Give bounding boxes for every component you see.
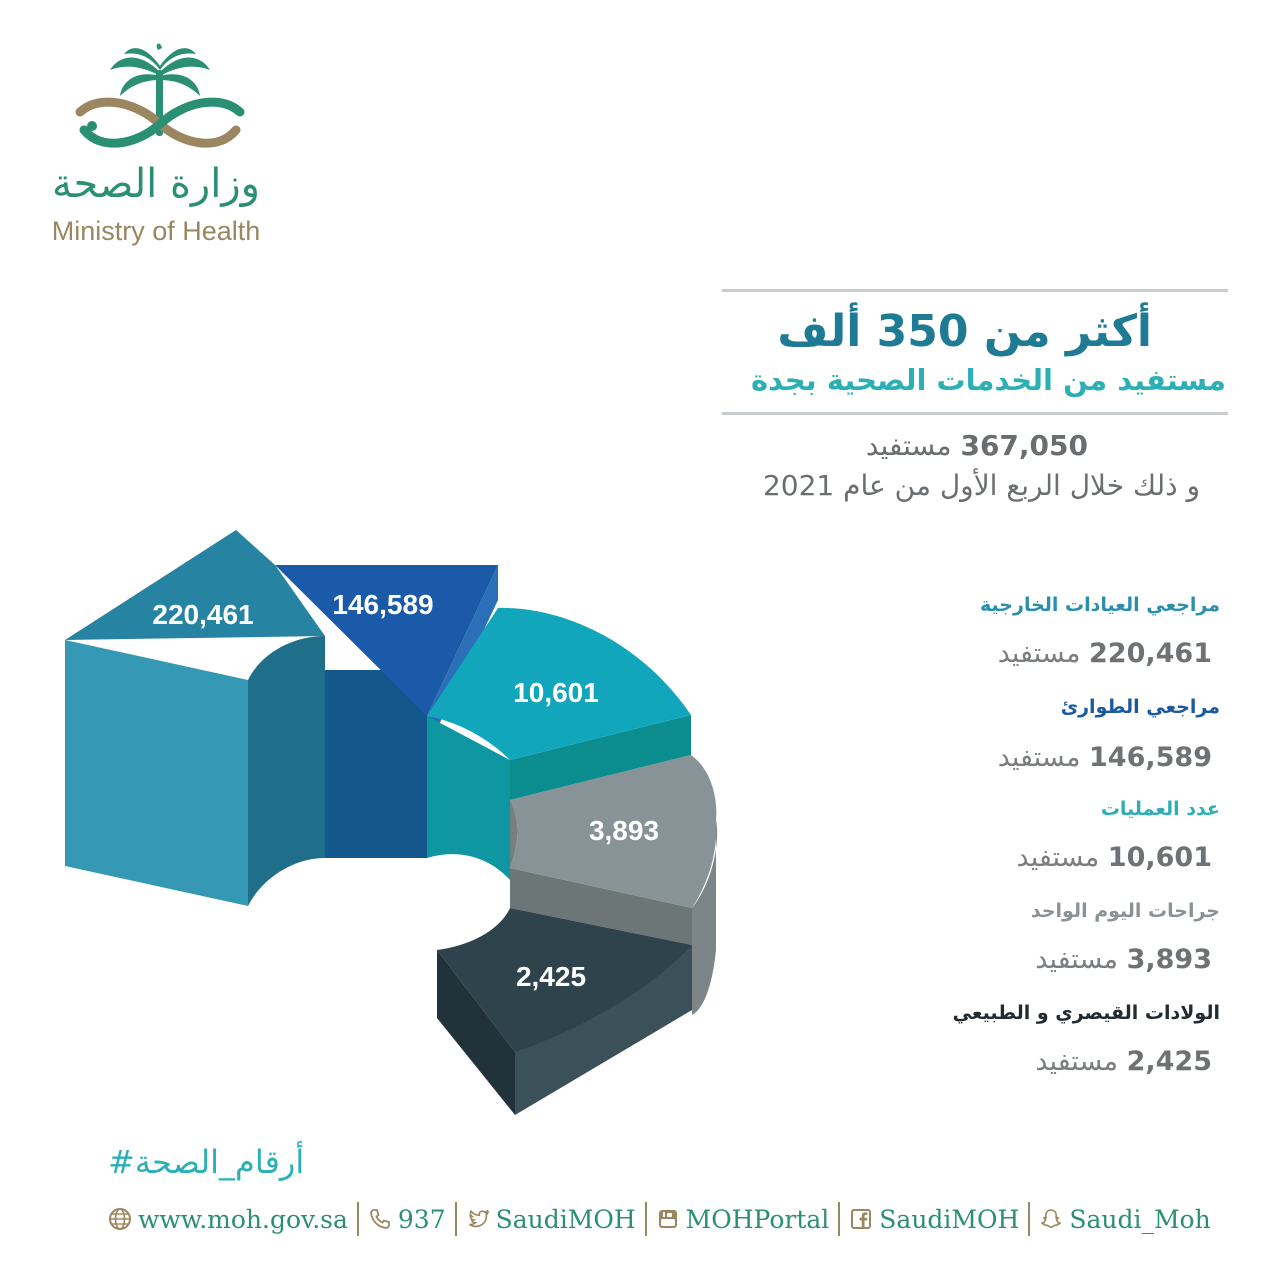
legend-number: 220,461 xyxy=(1089,638,1212,669)
legend-value-operations xyxy=(1017,840,1212,876)
slice-births xyxy=(437,908,692,1115)
youtube-link[interactable] xyxy=(656,1205,830,1234)
phone-link[interactable] xyxy=(368,1205,446,1234)
legend-unit: مستفيد xyxy=(1035,1046,1118,1077)
legend-number: 10,601 xyxy=(1107,842,1212,873)
globe-icon xyxy=(108,1207,132,1231)
phone-text: 937 xyxy=(397,1204,446,1234)
facebook-link[interactable] xyxy=(849,1205,1019,1234)
legend-unit: مستفيد xyxy=(997,742,1081,773)
legend-title-outpatients: مراجعي العيادات الخارجية xyxy=(980,594,1220,616)
legend-value-outpatients xyxy=(998,636,1212,672)
label-operations: 10,601 xyxy=(513,677,599,708)
footer-links xyxy=(108,1198,1211,1240)
logo-arabic-name: وزارة الصحة xyxy=(52,161,260,207)
label-emergency: 146,589 xyxy=(332,589,434,620)
twitter-text: SaudiMOH xyxy=(495,1204,636,1234)
footer-separator xyxy=(645,1202,647,1236)
website-text: www.moh.gov.sa xyxy=(138,1204,348,1234)
snapchat-icon xyxy=(1039,1207,1063,1231)
footer-separator xyxy=(1028,1202,1030,1236)
label-outpatients: 220,461 xyxy=(152,599,254,630)
legend-title-operations: عدد العمليات xyxy=(1100,798,1220,820)
footer-separator xyxy=(838,1202,840,1236)
header-top-rule xyxy=(722,289,1228,292)
phone-icon xyxy=(368,1207,392,1231)
legend-title-emergency: مراجعي الطوارئ xyxy=(1060,696,1220,718)
total-unit: مستفيد xyxy=(865,429,952,462)
snapchat-text: Saudi_Moh xyxy=(1069,1204,1211,1234)
legend-title-day-surgery: جراحات اليوم الواحد xyxy=(1030,900,1220,922)
legend-unit: مستفيد xyxy=(997,638,1081,669)
subheadline: مستفيد من الخدمات الصحية بجدة xyxy=(750,363,1226,397)
legend-unit: مستفيد xyxy=(1035,944,1118,975)
logo-english-name: Ministry of Health xyxy=(51,216,261,246)
period-text: و ذلك خلال الربع الأول من عام 2021 xyxy=(762,469,1200,502)
snapchat-link[interactable] xyxy=(1039,1205,1210,1234)
twitter-link[interactable] xyxy=(466,1205,636,1234)
legend-value-day-surgery xyxy=(1035,942,1212,978)
donut-chart xyxy=(0,520,760,1140)
label-births: 2,425 xyxy=(515,961,587,992)
hashtag[interactable]: #أرقام_الصحة xyxy=(108,1143,305,1181)
youtube-icon xyxy=(656,1207,680,1231)
header-bottom-rule xyxy=(722,412,1228,415)
website-link[interactable] xyxy=(108,1205,348,1234)
footer-separator xyxy=(455,1202,457,1236)
footer-separator xyxy=(357,1202,359,1236)
label-day-surgery: 3,893 xyxy=(588,815,660,846)
total-value: 367,050 xyxy=(960,429,1088,462)
legend-number: 3,893 xyxy=(1126,944,1212,975)
legend-title-births: الولادات القيصري و الطبيعي xyxy=(952,1002,1220,1024)
youtube-text: MOHPortal xyxy=(685,1204,830,1234)
twitter-icon xyxy=(466,1207,490,1231)
legend-value-emergency xyxy=(998,740,1212,776)
legend-unit: مستفيد xyxy=(1016,842,1100,873)
legend-number: 146,589 xyxy=(1089,742,1212,773)
facebook-icon xyxy=(849,1207,873,1231)
headline: أكثر من 350 ألف xyxy=(777,306,1152,357)
facebook-text: SaudiMOH xyxy=(879,1204,1020,1234)
legend-value-births xyxy=(1035,1044,1212,1080)
total-beneficiaries xyxy=(866,428,1088,464)
legend-number: 2,425 xyxy=(1126,1046,1212,1077)
slice-outpatients xyxy=(65,530,325,906)
